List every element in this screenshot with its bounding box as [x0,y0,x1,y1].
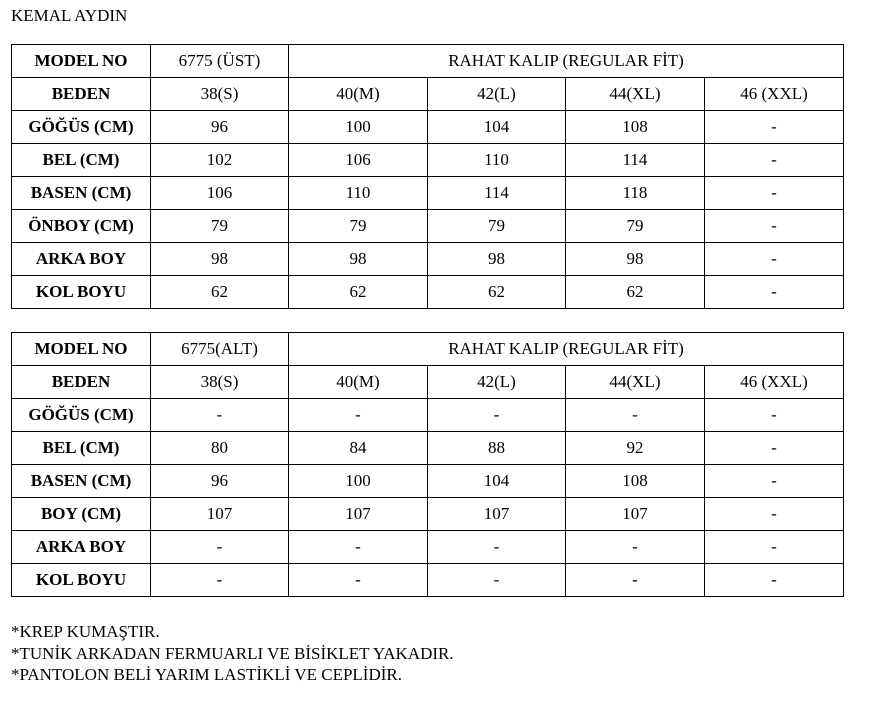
size-label: BEDEN [12,366,151,399]
table-cell: - [705,399,844,432]
table-cell: - [705,531,844,564]
row-label: ARKA BOY [12,243,151,276]
row-label: KOL BOYU [12,276,151,309]
size-header: 40(M) [289,78,428,111]
table-cell: - [705,465,844,498]
table-cell: 96 [151,465,289,498]
table-cell: 108 [566,465,705,498]
table-cell: 110 [289,177,428,210]
table-row [12,276,844,309]
size-header: 46 (XXL) [705,78,844,111]
table-cell: - [428,399,566,432]
table-cell: 114 [428,177,566,210]
table-row [12,177,844,210]
table-cell: 104 [428,111,566,144]
table-row [12,432,844,465]
table-cell: 100 [289,465,428,498]
note-line: *KREP KUMAŞTIR. [11,622,160,641]
table-cell: 110 [428,144,566,177]
table-cell: 84 [289,432,428,465]
table-row [12,144,844,177]
model-label: MODEL NO [12,45,151,78]
model-row [12,45,844,78]
table-cell: - [705,111,844,144]
size-row [12,78,844,111]
table-cell: 62 [566,276,705,309]
table-row [12,498,844,531]
table-cell: - [289,531,428,564]
size-header: 40(M) [289,366,428,399]
table-cell: 98 [566,243,705,276]
row-label: ARKA BOY [12,531,151,564]
table-cell: - [151,531,289,564]
table-cell: - [566,564,705,597]
size-header: 44(XL) [566,78,705,111]
table-cell: 62 [428,276,566,309]
table-cell: - [289,564,428,597]
table-cell: 106 [151,177,289,210]
note-line: *PANTOLON BELİ YARIM LASTİKLİ VE CEPLİDİR. [11,665,402,684]
row-label: BASEN (CM) [12,177,151,210]
table-cell: 79 [428,210,566,243]
table-row [12,531,844,564]
table-cell: 107 [289,498,428,531]
table-cell: - [705,498,844,531]
size-label: BEDEN [12,78,151,111]
table-cell: - [566,399,705,432]
table-cell: 107 [151,498,289,531]
size-table-bottom [11,332,844,597]
model-value: 6775 (ÜST) [151,45,289,78]
size-table-top [11,44,844,309]
table-row [12,243,844,276]
table-cell: - [705,210,844,243]
table-cell: - [151,399,289,432]
table-cell: 114 [566,144,705,177]
table-cell: - [705,177,844,210]
note-line: *TUNİK ARKADAN FERMUARLI VE BİSİKLET YAKADIR. [11,643,454,663]
table-cell: 79 [566,210,705,243]
size-header: 46 (XXL) [705,366,844,399]
table-cell: - [151,564,289,597]
table-cell: - [566,531,705,564]
table-cell: 98 [289,243,428,276]
row-label: GÖĞÜS (CM) [12,399,151,432]
row-label: BOY (CM) [12,498,151,531]
row-label: KOL BOYU [12,564,151,597]
table-cell: 107 [428,498,566,531]
fit-label: RAHAT KALIP (REGULAR FİT) [289,333,844,366]
row-label: BEL (CM) [12,144,151,177]
model-label: MODEL NO [12,333,151,366]
table-cell: 98 [151,243,289,276]
table-row [12,564,844,597]
table-row [12,210,844,243]
table-cell: - [428,564,566,597]
size-header: 42(L) [428,78,566,111]
table-cell: 92 [566,432,705,465]
model-row [12,333,844,366]
notes [11,621,454,686]
fit-label: RAHAT KALIP (REGULAR FİT) [289,45,844,78]
table-cell: 104 [428,465,566,498]
table-cell: 108 [566,111,705,144]
table-cell: 100 [289,111,428,144]
table-cell: 102 [151,144,289,177]
size-header: 42(L) [428,366,566,399]
table-cell: - [289,399,428,432]
table-cell: 79 [289,210,428,243]
table-cell: - [705,276,844,309]
table-row [12,399,844,432]
size-header: 38(S) [151,78,289,111]
table-cell: 118 [566,177,705,210]
table-cell: - [705,144,844,177]
table-cell: 88 [428,432,566,465]
table-cell: 79 [151,210,289,243]
table-cell: 106 [289,144,428,177]
table-cell: 96 [151,111,289,144]
row-label: BEL (CM) [12,432,151,465]
table-cell: - [705,243,844,276]
brand-name: KEMAL AYDIN [11,6,128,25]
table-cell: 62 [151,276,289,309]
table-cell: 98 [428,243,566,276]
table-cell: 62 [289,276,428,309]
size-row [12,366,844,399]
size-header: 44(XL) [566,366,705,399]
row-label: ÖNBOY (CM) [12,210,151,243]
row-label: GÖĞÜS (CM) [12,111,151,144]
table-cell: - [428,531,566,564]
size-header: 38(S) [151,366,289,399]
table-cell: - [705,432,844,465]
row-label: BASEN (CM) [12,465,151,498]
table-cell: 80 [151,432,289,465]
table-row [12,111,844,144]
table-cell: - [705,564,844,597]
model-value: 6775(ALT) [151,333,289,366]
table-row [12,465,844,498]
table-cell: 107 [566,498,705,531]
